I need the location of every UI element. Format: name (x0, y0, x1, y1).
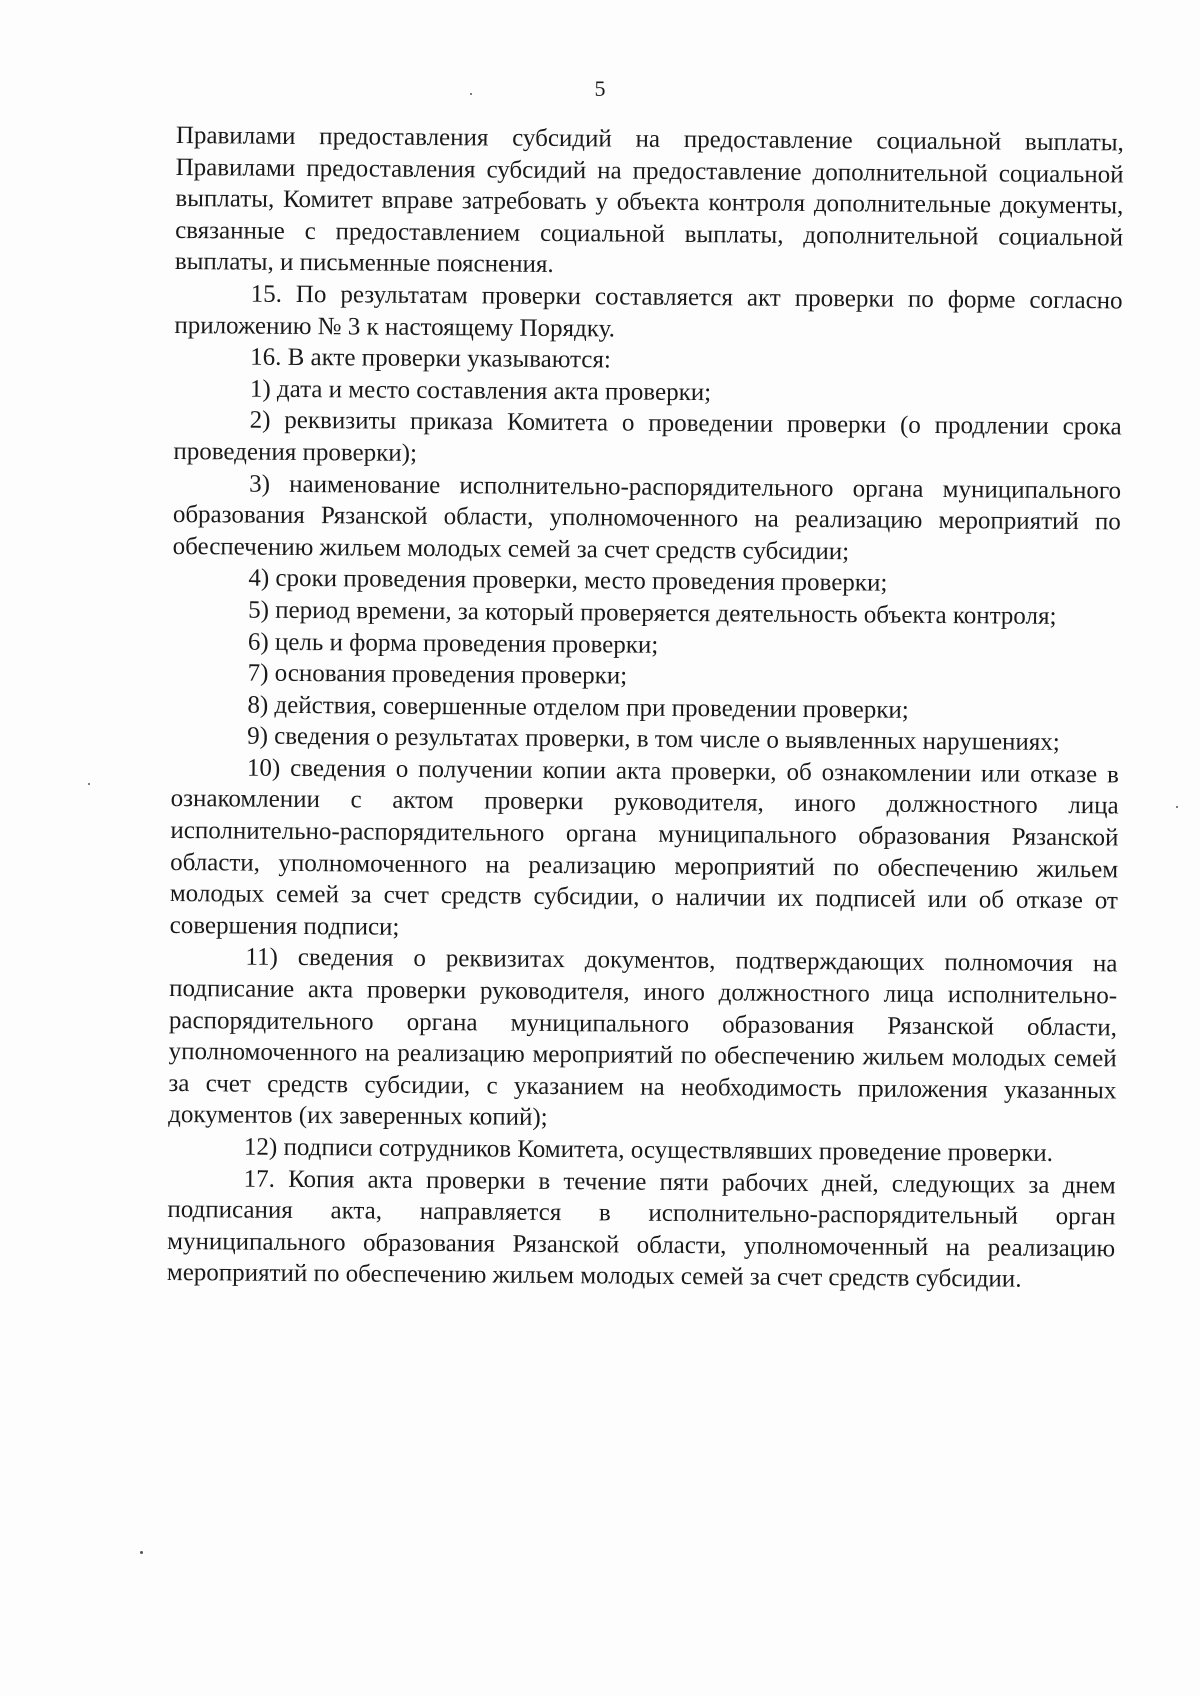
list-item-16-2: 2) реквизиты приказа Комитета о проведении проверки (о продлении срока проведения проверки); (173, 406, 1122, 467)
scan-speck (1176, 806, 1178, 808)
paragraph-15: 15. По результатам проверки составляется акт проверки по форме согласно приложению № 3 к настоящему Порядку. (174, 280, 1123, 343)
list-item-16-8: 8) действия, совершенные отделом при проведении проверки; (247, 691, 909, 724)
scan-speck (140, 1551, 143, 1554)
list-item-16-7: 7) основания проведения проверки; (247, 659, 628, 690)
list-item-16-6: 6) цель и форма проведения проверки; (247, 628, 659, 659)
document-body (167, 120, 1124, 1296)
list-item-16-10: 10) сведения о получении копии акта проверки, об ознакомлении или отказе в ознакомлении с актом проверки руководителя, иного должностного лица исполнительно-распорядительного органа муниципального образования Рязанской области, уполномоченного на реализацию мероприятий по обеспечению жильем молодых семей за счет средств субсидии, о наличии их подписей или об отказе от совершения подписи; (169, 754, 1119, 941)
list-item-16-12: 12) подписи сотрудников Комитета, осуществлявших проведение проверки. (243, 1133, 1054, 1167)
scan-speck (470, 93, 472, 95)
list-item-16-4: 4) сроки проведения проверки, место проведения проверки; (248, 564, 888, 597)
list-item-16-9: 9) сведения о результатах проверки, в том числе о выявленных нарушениях; (247, 722, 1060, 757)
page-number: 5 (594, 76, 606, 101)
list-item-16-11: 11) сведения о реквизитах документов, подтверждающих полномочия на подписание акта проверки руководителя, иного должностного лица исполнительно-распорядительного органа муниципального образования Рязанской области, уполномоченного на реализацию мероприятий по обеспечению жильем молодых семей за счет средств субсидии, с указанием на необходимость приложения указанных документов (их заверенных копий); (168, 944, 1118, 1132)
scan-speck (88, 783, 90, 785)
list-item-16-1: 1) дата и место составления акта проверки; (249, 375, 712, 406)
paragraph-16: 16. В акте проверки указываются: (250, 343, 611, 374)
list-item-16-5: 5) период времени, за который проверяется деятельность объекта контроля; (248, 596, 1057, 630)
paragraph-17: 17. Копия акта проверки в течение пяти рабочих дней, следующих за днем подписания акта, направляется в исполнительно-распорядительный орган муниципального образования Рязанской области, уполномоченный на реализацию мероприятий по обеспечению жильем молодых семей за счет средств субсидии. (166, 1165, 1116, 1294)
paragraph-continuation: Правилами предоставления субсидий на предоставление социальной выплаты, Правилами предоставления субсидий на предоставление дополнительной социальной выплаты, Комитет вправе затребовать у объекта контроля дополнительные документы, связанные с предоставлением социальной выплаты, дополнительной социальной выплаты, и письменные пояснения. (174, 121, 1124, 279)
list-item-16-3: 3) наименование исполнительно-распорядительного органа муниципального образования Рязанской области, уполномоченного на реализацию мероприятий по обеспечению жильем молодых семей за счет средств субсидии; (172, 470, 1122, 566)
